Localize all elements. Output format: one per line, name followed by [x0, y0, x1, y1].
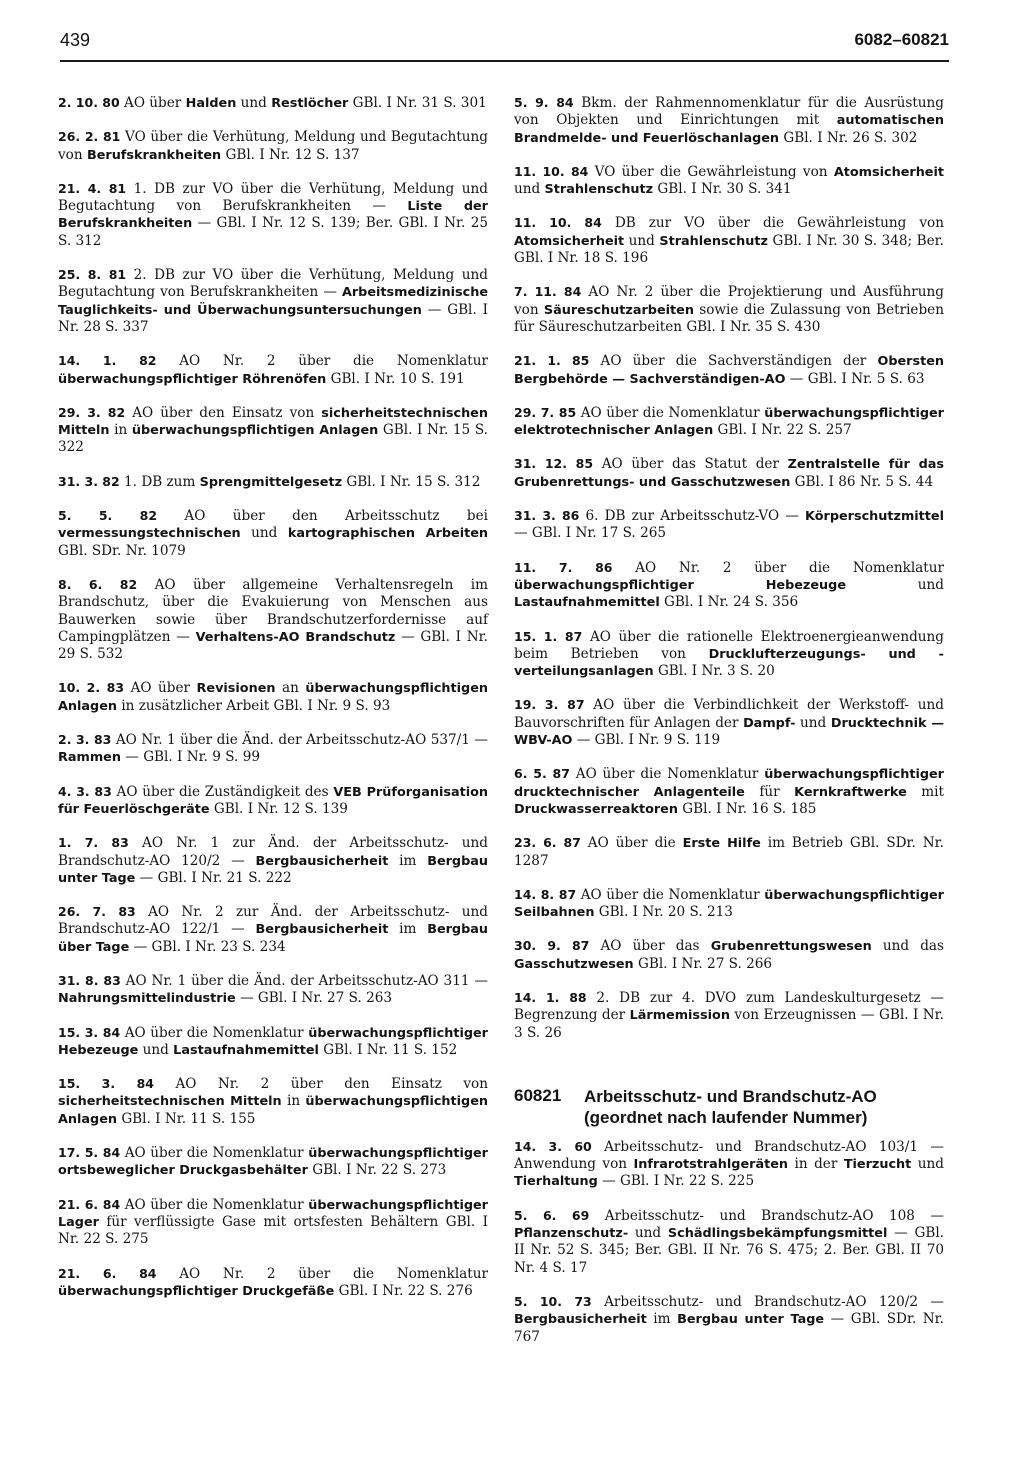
entry-text: AO über die Nomenklatur	[569, 766, 765, 783]
entry-date: 19. 3. 87	[514, 697, 585, 713]
entry-text: und	[138, 1041, 174, 1058]
entry-text: AO über den Einsatz von	[125, 404, 322, 421]
entry-text: AO über die Nomenklatur	[120, 1196, 309, 1213]
entry-text: 2. DB zur VO über die Verhütung, Meldung und Begutachtung von Berufskrankheiten —	[58, 267, 488, 301]
entry-date: 5. 10. 73	[514, 1293, 592, 1309]
entry-text: Bkm. der Rahmennomenklatur für die Ausrüstung von Objekten und Einrichtungen mit	[514, 95, 944, 129]
entry-date: 31. 8. 83	[58, 972, 121, 988]
entry-date: 10. 2. 83	[58, 680, 125, 696]
entry-date: 2. 3. 83	[58, 732, 112, 748]
entry-text: — GBl. I Nr. 23 S. 234	[129, 938, 286, 955]
entry-date: 6. 5. 87	[514, 766, 570, 782]
entry-text: — GBl. I Nr. 17 S. 265	[514, 525, 667, 542]
list-item	[58, 404, 488, 457]
entry-text: AO über	[119, 95, 186, 111]
entry-keyword: überwachungspflichtiger Röhrenöfen	[58, 371, 327, 387]
list-item	[514, 283, 944, 336]
entry-keyword: Körperschutzmittel	[805, 509, 944, 525]
entry-keyword: Bergbau unter Tage	[58, 853, 488, 886]
entry-date: 14. 3. 60	[514, 1138, 592, 1154]
list-item	[58, 180, 488, 250]
entry-keyword: sicherheitstechnischen Mitteln	[58, 405, 488, 439]
section-title-subline: (geordnet nach laufender Nummer)	[584, 1107, 868, 1127]
entry-text: AO Nr. 2 über den Einsatz von	[154, 1076, 488, 1093]
entry-keyword: Arbeitsmedizinische Tauglichkeits- und Überwachungsuntersuchungen	[58, 285, 488, 318]
entry-keyword: Drucklufterzeugungs- und -verteilungsanlagen	[514, 646, 944, 680]
entry-text: Arbeitsschutz- und Brandschutz-AO 120/2 —	[591, 1293, 944, 1310]
left-column	[58, 94, 488, 1316]
entry-keyword: überwachungspflichtiger Hebezeuge	[514, 577, 846, 593]
section-number: 60821	[514, 1085, 562, 1105]
entry-keyword: Säureschutzarbeiten	[543, 302, 694, 318]
entry-text: und das	[871, 938, 944, 955]
entry-keyword: Lastaufnahmemittel	[514, 595, 660, 611]
list-item	[514, 937, 944, 973]
entry-text: AO über allgemeine Verhaltensregeln im Brandschutz, über die Evakuierung von Menschen aus Bauwerken sowie über Brandschutzerfordernisse auf Campingplätzen —	[58, 576, 488, 645]
list-item	[514, 559, 944, 612]
entry-text: GBl. I Nr. 3 S. 20	[653, 663, 775, 680]
entry-keyword: überwachungspflichtiger elektrotechnischer Anlagen	[514, 405, 944, 439]
entry-date: 17. 5. 84	[58, 1145, 121, 1161]
entry-date: 5. 6. 69	[514, 1207, 590, 1223]
entry-date: 21. 6. 84	[58, 1196, 121, 1212]
entry-text: — GBl. I Nr. 21 S. 222	[135, 869, 292, 886]
entry-text: Arbeitsschutz- und Brandschutz-AO 108 —	[589, 1207, 944, 1224]
entry-keyword: Druckwasserreaktoren	[514, 801, 678, 817]
entry-date: 7. 11. 84	[514, 284, 582, 300]
entry-text: und	[846, 576, 944, 593]
entry-text: 2. DB zur 4. DVO zum Landeskulturgesetz — Begrenzung der	[514, 989, 944, 1024]
entry-text: AO über die Nomenklatur	[120, 1024, 309, 1041]
entry-date: 23. 6. 87	[514, 835, 581, 851]
entry-date: 5. 5. 82	[58, 508, 158, 524]
list-item	[58, 128, 488, 164]
entry-text: AO über die Verbindlichkeit der Werkstoff- und Bauvorschriften für Anlagen der	[514, 697, 944, 731]
list-item	[58, 1024, 488, 1060]
list-item	[514, 989, 944, 1042]
entry-text: von Erzeugnissen — GBl. I Nr. 3 S. 26	[514, 1007, 945, 1041]
entry-date: 15. 1. 87	[514, 628, 583, 644]
entry-keyword: Bergbausicherheit	[514, 1312, 647, 1328]
entry-keyword: automatischen Brandmelde- und Feuerlöschanlagen	[514, 113, 944, 146]
list-item	[514, 94, 944, 147]
entry-text: GBl. I Nr. 11 S. 152	[318, 1041, 458, 1058]
entry-date: 21. 4. 81	[58, 180, 127, 196]
entry-text: DB zur VO über die Gewährleistung von	[601, 215, 944, 232]
entry-date: 14. 1. 88	[514, 989, 587, 1005]
entry-keyword: Pflanzenschutz-	[514, 1226, 629, 1242]
list-item	[514, 628, 944, 681]
entry-text: AO über die	[580, 835, 683, 852]
entry-text: GBl. I Nr. 12 S. 139	[209, 800, 348, 817]
entry-text: — GBl. II Nr. 52 S. 345; Ber. GBl. II Nr. 76 S. 475; 2. Ber. GBl. II 70 Nr. 4 S. 17	[514, 1225, 944, 1276]
entry-keyword: Bergbausicherheit	[255, 922, 389, 938]
section-title-line: Arbeitsschutz- und Brandschutz-AO	[584, 1086, 877, 1106]
list-item	[514, 163, 944, 199]
entry-keyword: Zentralstelle für das Grubenrettungs- und Gasschutzwesen	[514, 457, 944, 490]
entry-text: 6. DB zur Arbeitsschutz-VO —	[579, 508, 806, 525]
entry-date: 8. 6. 82	[58, 576, 138, 592]
entry-keyword: Sprengmittelgesetz	[199, 474, 343, 490]
entry-text: AO über den Arbeitsschutz bei	[157, 508, 488, 525]
section-heading	[514, 1086, 944, 1128]
entry-text: GBl. I Nr. 15 S. 312	[342, 473, 481, 490]
list-item	[514, 1138, 944, 1191]
entry-text: GBl. SDr. Nr. 1079	[58, 542, 186, 559]
entry-keyword: Grubenrettungswesen	[710, 939, 872, 955]
entry-keyword: Tierhaltung	[514, 1174, 598, 1190]
entry-text: AO über die Nomenklatur	[576, 886, 765, 903]
list-item	[514, 404, 944, 440]
entry-text: und	[236, 95, 272, 111]
entry-text: AO Nr. 2 über die Nomenklatur	[612, 559, 944, 576]
list-item	[514, 455, 944, 491]
entry-keyword: Gasschutzwesen	[514, 956, 634, 972]
list-item	[58, 731, 488, 767]
entry-text: Arbeitsschutz- und Brandschutz-AO 103/1 — Anwendung von	[514, 1138, 944, 1173]
entry-keyword: Lastaufnahmemittel	[173, 1042, 319, 1058]
entry-date: 5. 9. 84	[514, 95, 574, 110]
entry-date: 1. 7. 83	[58, 835, 129, 851]
entry-text: in zusätzlicher Arbeit GBl. I Nr. 9 S. 93	[117, 697, 391, 714]
list-item	[58, 783, 488, 819]
entry-text: AO über das Statut der	[593, 456, 788, 473]
entry-keyword: überwachungspflichtiger Seilbahnen	[514, 887, 944, 921]
page-number: 439	[60, 30, 91, 50]
entry-text: — GBl. I Nr. 5 S. 63	[785, 370, 925, 387]
entry-text: in der	[788, 1156, 844, 1173]
entry-text: in	[281, 1093, 306, 1110]
entry-text: AO über die Nomenklatur	[576, 404, 765, 421]
entry-date: 31. 3. 82	[58, 473, 120, 489]
entry-text: GBl. I Nr. 30 S. 341	[653, 181, 792, 198]
right-column	[514, 94, 944, 1362]
entry-text: — GBl. I Nr. 9 S. 99	[120, 749, 260, 766]
entry-text: AO Nr. 1 über die Änd. der Arbeitsschutz-AO 311 —	[120, 972, 488, 989]
entry-text: — GBl. SDr. Nr. 767	[514, 1311, 945, 1345]
entry-text: in	[109, 422, 132, 439]
entry-text: im	[388, 921, 428, 938]
entry-text: GBl. I Nr. 22 S. 257	[713, 422, 852, 439]
entry-keyword: Tierzucht	[843, 1157, 912, 1173]
entry-text: GBl. I Nr. 10 S. 191	[326, 370, 465, 387]
entry-date: 14. 8. 87	[514, 886, 577, 902]
entry-text: GBl. I Nr. 20 S. 213	[594, 904, 733, 921]
entry-keyword: überwachungspflichtiger Lager	[58, 1197, 488, 1230]
entry-text: GBl. I Nr. 22 S. 276	[334, 1282, 473, 1299]
entry-keyword: Erste Hilfe	[682, 836, 761, 852]
list-item	[58, 1075, 488, 1128]
list-item	[58, 473, 488, 491]
list-item	[58, 903, 488, 956]
entry-keyword: Liste der Berufskrankheiten	[58, 199, 488, 232]
entry-text: GBl. I Nr. 11 S. 155	[117, 1110, 256, 1127]
entry-keyword: kartographischen Arbeiten	[287, 526, 488, 542]
entry-text: — GBl. I Nr. 12 S. 139; Ber. GBl. I Nr. 25 S. 312	[58, 215, 488, 249]
entry-keyword: überwachungspflichtiger Druckgefäße	[58, 1283, 335, 1299]
entry-date: 25. 8. 81	[58, 267, 127, 283]
entry-text: GBl. I Nr. 26 S. 302	[779, 129, 918, 146]
list-item	[514, 834, 944, 870]
entry-keyword: überwachungspflichtiger ortsbeweglicher Druckgasbehälter	[58, 1146, 488, 1179]
entry-keyword: Dampf-	[743, 715, 796, 731]
entry-text: AO über die Nomenklatur	[120, 1145, 309, 1162]
entry-date: 26. 2. 81	[58, 129, 121, 145]
entry-keyword: Drucktechnik — WBV-AO	[514, 715, 944, 749]
list-item	[514, 214, 944, 267]
entry-keyword: Schädlingsbekämpfungsmittel	[667, 1226, 888, 1242]
entry-date: 4. 3. 83	[58, 783, 112, 799]
entry-text: und	[624, 232, 660, 249]
entry-keyword: Berufskrankheiten	[86, 147, 222, 163]
entry-text: GBl. I 86 Nr. 5 S. 44	[790, 473, 934, 490]
entry-text: und	[514, 181, 545, 198]
list-item	[58, 679, 488, 715]
entry-keyword: Strahlenschutz	[659, 233, 768, 249]
entry-text: und	[628, 1225, 668, 1242]
entry-text: im	[388, 852, 428, 869]
entry-text: für	[744, 783, 795, 800]
entry-text: — GBl. I Nr. 22 S. 225	[597, 1173, 755, 1190]
entry-text: AO Nr. 2 zur Änd. der Arbeitsschutz- und Brandschutz-AO 122/1 —	[58, 904, 488, 938]
list-item	[514, 507, 944, 543]
entry-text: GBl. I Nr. 16 S. 185	[677, 800, 817, 817]
list-item	[514, 886, 944, 922]
entry-keyword: Nahrungsmittelindustrie	[58, 991, 236, 1007]
entry-keyword: Kernkraftwerke	[794, 784, 907, 800]
entry-text: — GBl. I Nr. 9 S. 119	[572, 732, 721, 749]
entry-text: GBl. I Nr. 15 S. 322	[58, 422, 488, 456]
entry-keyword: sicherheitstechnischen Mitteln	[58, 1094, 282, 1110]
entry-date: 11. 7. 86	[514, 559, 613, 575]
entry-text: AO Nr. 2 über die Nomenklatur	[156, 1265, 488, 1282]
entry-text: sowie die Zulassung von Betrieben für Säureschutzarbeiten GBl. I Nr. 35 S. 430	[514, 301, 944, 335]
entry-keyword: überwachungspflichtiger Hebezeuge	[58, 1025, 488, 1058]
entry-text: GBl. I Nr. 22 S. 273	[307, 1162, 447, 1179]
entry-keyword: Lärmemission	[629, 1008, 730, 1024]
entry-text: an	[275, 680, 306, 697]
list-item	[58, 1265, 488, 1301]
entry-keyword: überwachungspflichtiger drucktechnischer Anlagenteile	[514, 767, 944, 800]
entry-keyword: vermessungstechnischen	[58, 526, 241, 542]
entry-text: AO Nr. 1 zur Änd. der Arbeitsschutz- und Brandschutz-AO 120/2 —	[58, 835, 489, 869]
entry-date: 26. 7. 83	[58, 904, 136, 920]
entry-keyword: Restlöcher	[271, 96, 349, 111]
entry-date: 14. 1. 82	[58, 353, 157, 369]
list-item	[58, 1144, 488, 1180]
entry-keyword: Revisionen	[196, 681, 276, 697]
entry-text: und	[911, 1156, 944, 1173]
entry-date: 15. 3. 84	[58, 1024, 121, 1040]
right-entries	[514, 94, 944, 1042]
entry-date: 31. 3. 86	[514, 508, 580, 524]
entry-text: für verflüssigte Gase mit ortsfesten Behältern GBl. I Nr. 22 S. 275	[58, 1213, 488, 1248]
entry-text: AO über das	[589, 938, 711, 955]
entry-text: AO über die Zuständigkeit des	[111, 783, 334, 800]
entry-text: AO über die rationelle Elektroenergieanwendung beim Betrieben von	[514, 628, 944, 662]
entry-date: 21. 1. 85	[514, 353, 590, 369]
section-entries	[514, 1138, 944, 1346]
entry-text: — GBl. I Nr. 29 S. 532	[58, 628, 488, 663]
entry-text: AO über die Sachverständigen der	[589, 353, 878, 370]
entry-date: 31. 12. 85	[514, 456, 594, 472]
list-item	[58, 352, 488, 388]
entry-date: 11. 10. 84	[514, 215, 602, 231]
entry-text: GBl. I Nr. 12 S. 137	[221, 146, 360, 163]
entry-keyword: Rammen	[58, 750, 121, 766]
entry-text: 1. DB zur VO über die Verhütung, Meldung und Begutachtung von Berufskrankheiten —	[58, 180, 488, 215]
entry-keyword: Bergbau unter Tage	[677, 1312, 825, 1328]
entry-text: GBl. I Nr. 27 S. 266	[633, 955, 773, 972]
list-item	[514, 1293, 944, 1346]
entry-keyword: Verhaltens-AO Brandschutz	[195, 629, 396, 645]
entry-text: GBl. I Nr. 30 S. 348; Ber. GBl. I Nr. 18 S. 196	[514, 232, 945, 267]
entry-date: 29. 3. 82	[58, 404, 126, 420]
entry-text: VO über die Gewährleistung von	[588, 163, 834, 180]
entry-keyword: Halden	[185, 96, 237, 111]
entry-text: GBl. I Nr. 24 S. 356	[659, 594, 799, 611]
entry-text: AO über	[124, 680, 197, 697]
section-title	[584, 1086, 877, 1128]
entry-text: und	[795, 714, 831, 731]
entry-text: und	[240, 525, 288, 542]
list-item	[514, 765, 944, 818]
list-item	[58, 266, 488, 336]
entry-text: — GBl. I Nr. 28 S. 337	[58, 301, 489, 335]
entry-text: im	[646, 1311, 678, 1328]
entry-date: 2. 10. 80	[58, 95, 120, 110]
entry-date: 29. 7. 85	[514, 404, 577, 420]
entry-text: im Betrieb GBl. SDr. Nr. 1287	[514, 835, 944, 869]
header-rule	[60, 60, 949, 62]
entry-text: AO Nr. 2 über die Projektierung und Ausführung von	[514, 284, 944, 318]
entry-date: 11. 10. 84	[514, 163, 589, 179]
entry-keyword: überwachungspflichtigen Anlagen	[131, 423, 379, 439]
list-item	[58, 834, 488, 887]
page-reference: 6082–60821	[854, 30, 949, 49]
entry-keyword: Atomsicherheit	[833, 164, 944, 180]
entry-text: — GBl. I Nr. 27 S. 263	[235, 990, 393, 1007]
entry-text: mit	[906, 783, 944, 800]
entry-keyword: Atomsicherheit	[514, 233, 625, 249]
list-item	[58, 972, 488, 1008]
entry-keyword: Bergbau über Tage	[58, 922, 488, 955]
entry-text: AO Nr. 1 über die Änd. der Arbeitsschutz-AO 537/1 —	[111, 732, 488, 749]
entry-keyword: Obersten Bergbehörde — Sachverständigen-AO	[514, 354, 944, 387]
list-item	[58, 94, 488, 112]
entry-keyword: VEB Prüforganisation für Feuerlöschgeräte	[58, 784, 488, 817]
entry-date: 30. 9. 87	[514, 938, 590, 954]
entry-keyword: Infrarotstrahlgeräten	[633, 1157, 788, 1173]
entry-keyword: Bergbausicherheit	[255, 853, 389, 869]
entry-keyword: Strahlenschutz	[544, 182, 654, 198]
entry-date: 15. 3. 84	[58, 1076, 154, 1092]
entry-text: VO über die Verhütung, Meldung und Begutachtung von	[58, 129, 488, 163]
entry-text: GBl. I Nr. 31 S. 301	[348, 95, 487, 111]
entry-text: AO Nr. 2 über die Nomenklatur	[156, 353, 488, 370]
entry-keyword: überwachungspflichtigen Anlagen	[58, 681, 488, 714]
list-item	[58, 1196, 488, 1249]
list-item	[514, 1207, 944, 1277]
list-item	[514, 696, 944, 749]
entry-date: 21. 6. 84	[58, 1265, 157, 1281]
entry-text: 1. DB zum	[119, 473, 200, 490]
entry-keyword: überwachungspflichtigen Anlagen	[58, 1094, 488, 1127]
list-item	[514, 352, 944, 388]
list-item	[58, 576, 488, 663]
list-item	[58, 507, 488, 560]
